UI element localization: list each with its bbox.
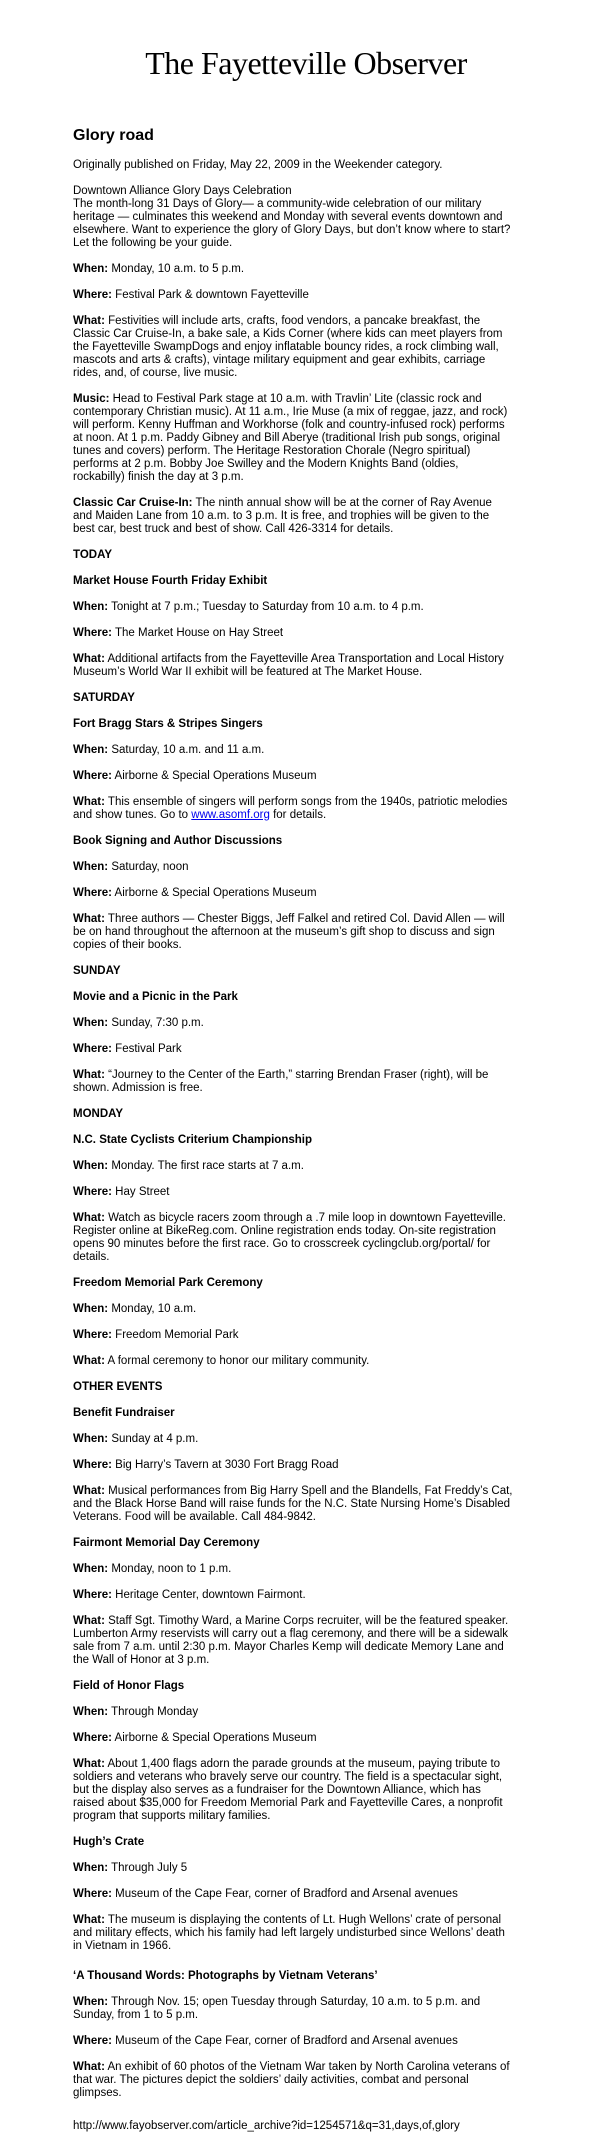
event-title: Hugh’s Crate [73, 1836, 145, 1848]
event-where [73, 1732, 513, 1745]
what-value: Three authors — Chester Biggs, Jeff Falkel and retired Col. David Allen — will be on hand throughout the afternoon at the museum’s gift shop to discuss and sign copies of their books. [73, 913, 505, 951]
where-value: Museum of the Cape Fear, corner of Bradford and Arsenal avenues [111, 2035, 458, 2047]
what-value: About 1,400 flags adorn the parade grounds at the museum, paying tribute to soldiers and veterans who bravely serve our country. The field is a spectacular sight, but the display also serves as a fundraiser for the Downtown Alliance, which has raised about $35,000 for Freedom Memorial Park and Fayetteville Cares, a nonprofit program that supports military families. [73, 1758, 503, 1822]
where-label: Where: [73, 289, 112, 301]
where-value: Hay Street [111, 1186, 170, 1198]
event-title: Movie and a Picnic in the Park [73, 991, 238, 1003]
event-where [73, 2035, 513, 2048]
event-what [73, 1069, 513, 1095]
when-label: When: [73, 1160, 109, 1172]
what-label: What: [73, 2061, 105, 2073]
section-saturday: SATURDAY [73, 692, 135, 704]
main-where [73, 289, 513, 302]
event-title: ‘A Thousand Words: Photographs by Vietnam Veterans’ [73, 1970, 378, 1982]
event-what [73, 1914, 513, 1953]
where-value: Airborne & Special Operations Museum [111, 770, 317, 782]
event-when [73, 1563, 513, 1576]
event-when [73, 1706, 513, 1719]
what-label: What: [73, 1069, 105, 1081]
main-what [73, 315, 513, 380]
event-when [73, 1160, 513, 1173]
event-what [73, 1212, 513, 1264]
event-what [73, 913, 513, 952]
where-label: Where: [73, 1732, 112, 1744]
music-label: Music: [73, 393, 110, 405]
where-value: Airborne & Special Operations Museum [111, 1732, 317, 1744]
when-value: Through July 5 [108, 1862, 188, 1874]
where-label: Where: [73, 1589, 112, 1601]
where-value: Festival Park & downtown Fayetteville [111, 289, 309, 301]
where-value: Airborne & Special Operations Museum [111, 887, 317, 899]
event-when [73, 1862, 513, 1875]
where-label: Where: [73, 1459, 112, 1471]
event-title: Book Signing and Author Discussions [73, 835, 283, 847]
where-label: Where: [73, 770, 112, 782]
article [73, 126, 513, 2113]
event-title: Fairmont Memorial Day Ceremony [73, 1537, 260, 1549]
when-value: Monday, noon to 1 p.m. [108, 1563, 232, 1575]
when-label: When: [73, 861, 109, 873]
what-value: An exhibit of 60 photos of the Vietnam War taken by North Carolina veterans of that war. The pictures depict the soldiers’ daily activities, combat and personal glimpses. [73, 2061, 510, 2099]
where-label: Where: [73, 2035, 112, 2047]
where-value: Big Harry’s Tavern at 3030 Fort Bragg Road [111, 1459, 339, 1471]
car-cruise-value: The ninth annual show will be at the corner of Ray Avenue and Maiden Lane from 10 a.m. to 3 p.m. It is free, and trophies will be given to the best car, best truck and best of show. Call 426-3314 for details. [73, 497, 492, 535]
section-sunday: SUNDAY [73, 965, 121, 977]
what-value: This ensemble of singers will perform songs from the 1940s, patriotic melodies and show tunes. Go to [73, 796, 508, 821]
when-value: Monday, 10 a.m. to 5 p.m. [108, 263, 245, 275]
where-label: Where: [73, 887, 112, 899]
when-label: When: [73, 1017, 109, 1029]
what-label: What: [73, 1615, 105, 1627]
intro-heading: Downtown Alliance Glory Days Celebration [73, 185, 292, 197]
where-value: Festival Park [111, 1043, 182, 1055]
where-value: Heritage Center, downtown Fairmont. [111, 1589, 306, 1601]
intro [73, 185, 513, 250]
publication-info: Originally published on Friday, May 22, 2009 in the Weekender category. [73, 159, 443, 171]
event-where [73, 1329, 513, 1342]
event-what [73, 2061, 513, 2100]
what-value: The museum is displaying the contents of Lt. Hugh Wellons’ crate of personal and military effects, which his family had left largely undisturbed since Wellons’ death in Vietnam in 1966. [73, 1914, 505, 1952]
event-where [73, 887, 513, 900]
event-when [73, 601, 513, 614]
what-value: Musical performances from Big Harry Spell and the Blandells, Fat Freddy’s Cat, and the Black Horse Band will raise funds for the N.C. State Nursing Home’s Disabled Veterans. Food will be available. Call 484-9842. [73, 1485, 513, 1523]
when-label: When: [73, 1706, 109, 1718]
event-where [73, 627, 513, 640]
event-when [73, 1996, 513, 2022]
where-value: The Market House on Hay Street [111, 627, 284, 639]
car-cruise-label: Classic Car Cruise-In: [73, 497, 193, 509]
when-label: When: [73, 1862, 109, 1874]
event-title: Market House Fourth Friday Exhibit [73, 575, 268, 587]
event-where [73, 1043, 513, 1056]
when-label: When: [73, 1996, 109, 2008]
what-value: Additional artifacts from the Fayetteville Area Transportation and Local History Museum’s World War II exhibit will be featured at The Market House. [73, 653, 504, 678]
what-value-end: for details. [269, 809, 327, 821]
masthead-logo: The Fayetteville Observer [145, 45, 467, 81]
asomf-link[interactable]: www.asomf.org [191, 809, 270, 821]
event-where [73, 1589, 513, 1602]
when-label: When: [73, 263, 109, 275]
event-what [73, 1485, 513, 1524]
main-when [73, 263, 513, 276]
event-what [73, 796, 513, 822]
section-today: TODAY [73, 549, 112, 561]
what-label: What: [73, 315, 105, 327]
intro-text: The month-long 31 Days of Glory— a community-wide celebration of our military heritage — culminates this weekend and Monday with several events downtown and elsewhere. Want to experience the glory of Glory Days, but don’t know where to start? Let the following be your guide. [73, 198, 511, 249]
what-label: What: [73, 1355, 105, 1367]
what-label: What: [73, 1914, 105, 1926]
when-label: When: [73, 744, 109, 756]
event-where [73, 770, 513, 783]
when-value: Saturday, noon [108, 861, 189, 873]
event-title: Fort Bragg Stars & Stripes Singers [73, 718, 263, 730]
event-title: Field of Honor Flags [73, 1680, 185, 1692]
event-title: Benefit Fundraiser [73, 1407, 175, 1419]
event-when [73, 1017, 513, 1030]
when-value: Through Monday [108, 1706, 199, 1718]
event-when [73, 1303, 513, 1316]
what-value: A formal ceremony to honor our military community. [104, 1355, 370, 1367]
what-label: What: [73, 796, 105, 808]
when-value: Saturday, 10 a.m. and 11 a.m. [108, 744, 265, 756]
when-label: When: [73, 1433, 109, 1445]
event-what [73, 1615, 513, 1667]
what-value: Staff Sgt. Timothy Ward, a Marine Corps recruiter, will be the featured speaker. Lumberton Army reservists will carry out a flag ceremony, and there will be a sidewalk sale from 7 a.m. until 2:30 p.m. Mayor Charles Kemp will dedicate Memory Lane and the Wall of Honor at 3 p.m. [73, 1615, 509, 1666]
what-label: What: [73, 1485, 105, 1497]
what-value: “Journey to the Center of the Earth,” starring Brendan Fraser (right), will be shown. Admission is free. [73, 1069, 489, 1094]
where-value: Freedom Memorial Park [111, 1329, 239, 1341]
when-value: Monday. The first race starts at 7 a.m. [108, 1160, 304, 1172]
when-value: Through Nov. 15; open Tuesday through Saturday, 10 a.m. to 5 p.m. and Sunday, from 1 to 5 p.m. [73, 1996, 481, 2021]
event-when [73, 1433, 513, 1446]
event-title: N.C. State Cyclists Criterium Championship [73, 1134, 312, 1146]
music-value: Head to Festival Park stage at 10 a.m. with Travlin’ Lite (classic rock and contemporary Christian music). At 11 a.m., Irie Muse (a mix of reggae, jazz, and rock) will perform. Kenny Huffman and Workhorse (folk and country-infused rock) performs at noon. At 1 p.m. Paddy Gibney and Bill Aberye (traditional Irish pub songs, original tunes and covers) perform. The Heritage Restoration Chorale (Negro spiritual) performs at 2 p.m. Bobby Joe Swilley and the Modern Knights Band (oldies, rockabilly) finish the day at 3 p.m. [73, 393, 508, 483]
where-label: Where: [73, 627, 112, 639]
what-label: What: [73, 653, 105, 665]
where-label: Where: [73, 1043, 112, 1055]
event-where [73, 1888, 513, 1901]
what-value: Festivities will include arts, crafts, food vendors, a pancake breakfast, the Classic Car Cruise-In, a bake sale, a Kids Corner (where kids can meet players from the Fayetteville SwampDogs and enjoy inflatable bouncy rides, a rock climbing wall, mascots and arts & crafts), vintage military equipment and gear exhibits, carriage rides, and, of course, live music. [73, 315, 503, 379]
event-what [73, 1758, 513, 1823]
event-where [73, 1459, 513, 1472]
when-label: When: [73, 1563, 109, 1575]
what-label: What: [73, 1758, 105, 1770]
event-title: Freedom Memorial Park Ceremony [73, 1277, 263, 1289]
when-label: When: [73, 1303, 109, 1315]
source-url: http://www.fayobserver.com/article_archive?id=1254571&q=31,days,of,glory [73, 2120, 460, 2132]
where-label: Where: [73, 1329, 112, 1341]
where-label: Where: [73, 1186, 112, 1198]
when-value: Sunday at 4 p.m. [108, 1433, 199, 1445]
when-value: Monday, 10 a.m. [108, 1303, 197, 1315]
where-label: Where: [73, 1888, 112, 1900]
where-value: Museum of the Cape Fear, corner of Bradford and Arsenal avenues [111, 1888, 458, 1900]
event-when [73, 744, 513, 757]
when-value: Sunday, 7:30 p.m. [108, 1017, 204, 1029]
event-what [73, 1355, 513, 1368]
section-monday: MONDAY [73, 1108, 124, 1120]
what-value: Watch as bicycle racers zoom through a .7 mile loop in downtown Fayetteville. Register online at BikeReg.com. Online registration ends today. On-site registration opens 90 minutes before the first race. Go to crosscreek cyclingclub.org/portal/ for details. [73, 1212, 506, 1263]
event-when [73, 861, 513, 874]
article-title: Glory road [73, 127, 154, 144]
when-value: Tonight at 7 p.m.; Tuesday to Saturday from 10 a.m. to 4 p.m. [108, 601, 424, 613]
main-car-cruise [73, 497, 513, 536]
what-label: What: [73, 913, 105, 925]
what-label: What: [73, 1212, 105, 1224]
event-where [73, 1186, 513, 1199]
section-other-events: OTHER EVENTS [73, 1381, 163, 1393]
when-label: When: [73, 601, 109, 613]
main-music [73, 393, 513, 484]
event-what [73, 653, 513, 679]
